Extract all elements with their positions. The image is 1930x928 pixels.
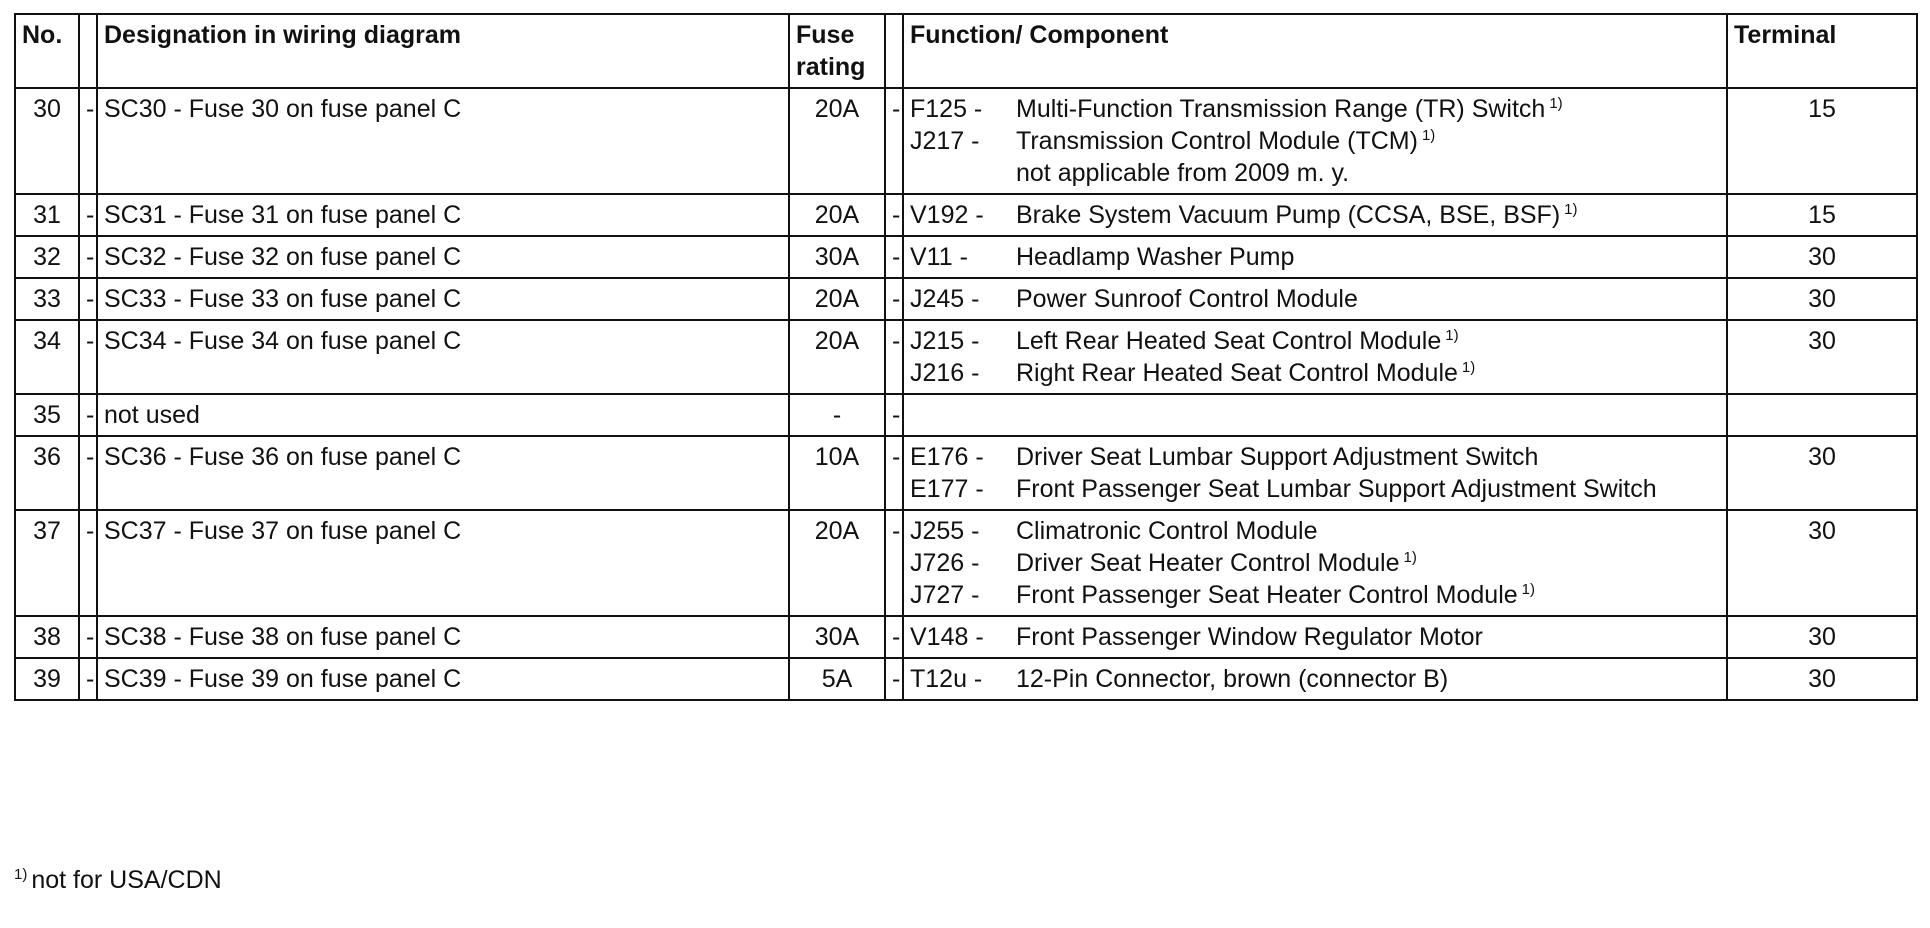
function-cell <box>903 278 1727 320</box>
component-description <box>1016 621 1720 653</box>
separator-dash: - <box>79 616 97 658</box>
separator-dash: - <box>79 278 97 320</box>
footnote-reference: 1) <box>1403 548 1417 566</box>
function-cell <box>903 616 1727 658</box>
component-line <box>910 473 1720 505</box>
component-description <box>1016 199 1720 231</box>
component-text: Climatronic Control Module <box>1016 517 1318 545</box>
fuse-rating-cell: 5A <box>789 658 885 700</box>
table-row <box>15 236 1917 278</box>
terminal-cell: 30 <box>1727 616 1917 658</box>
fuse-rating-cell: 30A <box>789 616 885 658</box>
fuse-rating-cell: 20A <box>789 510 885 616</box>
separator-dash: - <box>79 88 97 194</box>
fuse-number: 39 <box>15 658 79 700</box>
separator-dash: - <box>79 194 97 236</box>
header-dash-2 <box>885 14 903 88</box>
component-description <box>1016 547 1720 579</box>
fuse-number: 35 <box>15 394 79 436</box>
fuse-number: 36 <box>15 436 79 510</box>
header-row <box>15 14 1917 88</box>
fuse-rating-cell: 20A <box>789 88 885 194</box>
terminal-cell: 30 <box>1727 320 1917 394</box>
separator-dash: - <box>885 194 903 236</box>
component-text: Headlamp Washer Pump <box>1016 243 1295 271</box>
footnote-text: not for USA/CDN <box>31 866 222 894</box>
component-code: V11 - <box>910 243 968 271</box>
function-cell <box>903 88 1727 194</box>
component-line <box>910 357 1720 389</box>
component-description <box>1016 125 1720 157</box>
component-line <box>910 199 1720 231</box>
designation-cell: SC36 - Fuse 36 on fuse panel C <box>97 436 789 510</box>
terminal-cell: 30 <box>1727 236 1917 278</box>
component-code: F125 - <box>910 95 983 123</box>
separator-dash: - <box>885 88 903 194</box>
table-row <box>15 436 1917 510</box>
component-text: Left Rear Heated Seat Control Module <box>1016 327 1442 355</box>
component-code: J245 - <box>910 285 980 313</box>
designation-cell: SC33 - Fuse 33 on fuse panel C <box>97 278 789 320</box>
separator-dash: - <box>885 320 903 394</box>
separator-dash: - <box>885 236 903 278</box>
footnote-reference: 1) <box>1549 94 1563 112</box>
separator-dash: - <box>79 236 97 278</box>
designation-cell: SC31 - Fuse 31 on fuse panel C <box>97 194 789 236</box>
component-text: 12-Pin Connector, brown (connector B) <box>1016 665 1449 693</box>
fuse-rating-cell: 20A <box>789 320 885 394</box>
separator-dash: - <box>79 658 97 700</box>
terminal-cell: 30 <box>1727 278 1917 320</box>
table-row <box>15 658 1917 700</box>
component-code: J216 - <box>910 359 980 387</box>
header-designation: Designation in wiring diagram <box>97 14 789 88</box>
footnote <box>14 866 222 895</box>
table-row <box>15 616 1917 658</box>
terminal-cell: 15 <box>1727 194 1917 236</box>
component-line <box>910 125 1720 157</box>
component-line <box>910 515 1720 547</box>
component-code: J217 - <box>910 127 980 155</box>
table-row <box>15 510 1917 616</box>
header-no: No. <box>15 14 79 88</box>
terminal-cell <box>1727 394 1917 436</box>
fuse-rating-cell: 30A <box>789 236 885 278</box>
footnote-reference: 1) <box>1461 358 1476 376</box>
component-line <box>910 663 1720 695</box>
header-function: Function/ Component <box>903 14 1727 88</box>
separator-dash: - <box>885 394 903 436</box>
component-code: J727 - <box>910 581 980 609</box>
component-code: V148 - <box>910 623 984 651</box>
designation-cell: SC37 - Fuse 37 on fuse panel C <box>97 510 789 616</box>
component-text: Driver Seat Lumbar Support Adjustment Switch <box>1016 443 1539 471</box>
component-text: Front Passenger Seat Lumbar Support Adjustment Switch <box>1016 475 1657 503</box>
component-code: E176 - <box>910 443 984 471</box>
component-line <box>910 325 1720 357</box>
fuse-rating-cell: 10A <box>789 436 885 510</box>
component-description <box>1016 579 1720 611</box>
header-fuse-rating: Fuse rating <box>789 14 885 88</box>
fuse-rating-cell: 20A <box>789 278 885 320</box>
component-line <box>910 579 1720 611</box>
header-dash <box>79 14 97 88</box>
footnote-reference: 1) <box>1521 580 1535 598</box>
designation-cell: SC38 - Fuse 38 on fuse panel C <box>97 616 789 658</box>
fuse-number: 32 <box>15 236 79 278</box>
fuse-number: 30 <box>15 88 79 194</box>
component-code: J215 - <box>910 327 980 355</box>
designation-cell: SC32 - Fuse 32 on fuse panel C <box>97 236 789 278</box>
component-text: Front Passenger Seat Heater Control Module <box>1016 581 1518 609</box>
designation-cell: SC39 - Fuse 39 on fuse panel C <box>97 658 789 700</box>
component-description <box>1016 241 1720 273</box>
separator-dash: - <box>885 658 903 700</box>
separator-dash: - <box>79 320 97 394</box>
function-cell <box>903 320 1727 394</box>
footnote-reference: 1) <box>1421 126 1436 144</box>
fuse-table <box>14 13 1918 701</box>
footnote-mark: 1) <box>14 865 28 883</box>
table-row <box>15 88 1917 194</box>
table-row <box>15 194 1917 236</box>
table-row <box>15 278 1917 320</box>
designation-cell: not used <box>97 394 789 436</box>
terminal-cell: 15 <box>1727 88 1917 194</box>
table-body <box>15 88 1917 700</box>
component-text: Multi-Function Transmission Range (TR) Switch <box>1016 95 1546 123</box>
designation-cell: SC30 - Fuse 30 on fuse panel C <box>97 88 789 194</box>
component-description <box>1016 325 1720 357</box>
component-code: T12u - <box>910 665 983 693</box>
component-text: Power Sunroof Control Module <box>1016 285 1358 313</box>
function-cell <box>903 658 1727 700</box>
component-description <box>1016 663 1720 695</box>
component-description <box>1016 515 1720 547</box>
component-text: Transmission Control Module (TCM) <box>1016 127 1418 155</box>
table-row <box>15 394 1917 436</box>
fuse-rating-cell: 20A <box>789 194 885 236</box>
component-description <box>1016 93 1720 125</box>
function-cell <box>903 194 1727 236</box>
footnote-reference: 1) <box>1445 326 1459 344</box>
separator-dash: - <box>885 616 903 658</box>
component-description <box>1016 283 1720 315</box>
separator-dash: - <box>79 436 97 510</box>
component-line <box>910 93 1720 125</box>
component-text: Brake System Vacuum Pump (CCSA, BSE, BSF) <box>1016 201 1561 229</box>
component-code: E177 - <box>910 475 984 503</box>
function-cell <box>903 236 1727 278</box>
terminal-cell: 30 <box>1727 658 1917 700</box>
component-description <box>1016 473 1720 505</box>
fuse-number: 37 <box>15 510 79 616</box>
terminal-cell: 30 <box>1727 510 1917 616</box>
component-text: Front Passenger Window Regulator Motor <box>1016 623 1483 651</box>
separator-dash: - <box>885 436 903 510</box>
component-line <box>910 441 1720 473</box>
table-row <box>15 320 1917 394</box>
separator-dash: - <box>79 394 97 436</box>
fuse-rating-cell: - <box>789 394 885 436</box>
fuse-number: 33 <box>15 278 79 320</box>
header-terminal: Terminal <box>1727 14 1917 88</box>
function-cell <box>903 394 1727 436</box>
component-line <box>910 621 1720 653</box>
separator-dash: - <box>885 510 903 616</box>
terminal-cell: 30 <box>1727 436 1917 510</box>
component-line <box>910 241 1720 273</box>
component-line <box>910 283 1720 315</box>
function-cell <box>903 510 1727 616</box>
component-code: V192 - <box>910 201 984 229</box>
fuse-number: 31 <box>15 194 79 236</box>
component-note: not applicable from 2009 m. y. <box>1016 159 1350 187</box>
component-code: J726 - <box>910 549 980 577</box>
separator-dash: - <box>79 510 97 616</box>
footnote-reference: 1) <box>1564 200 1578 218</box>
fuse-number: 34 <box>15 320 79 394</box>
component-line <box>910 547 1720 579</box>
function-cell <box>903 436 1727 510</box>
separator-dash: - <box>885 278 903 320</box>
component-description <box>1016 357 1720 389</box>
component-description <box>1016 441 1720 473</box>
designation-cell: SC34 - Fuse 34 on fuse panel C <box>97 320 789 394</box>
fuse-number: 38 <box>15 616 79 658</box>
component-text: Driver Seat Heater Control Module <box>1016 549 1400 577</box>
component-code: J255 - <box>910 517 980 545</box>
component-text: Right Rear Heated Seat Control Module <box>1016 359 1458 387</box>
